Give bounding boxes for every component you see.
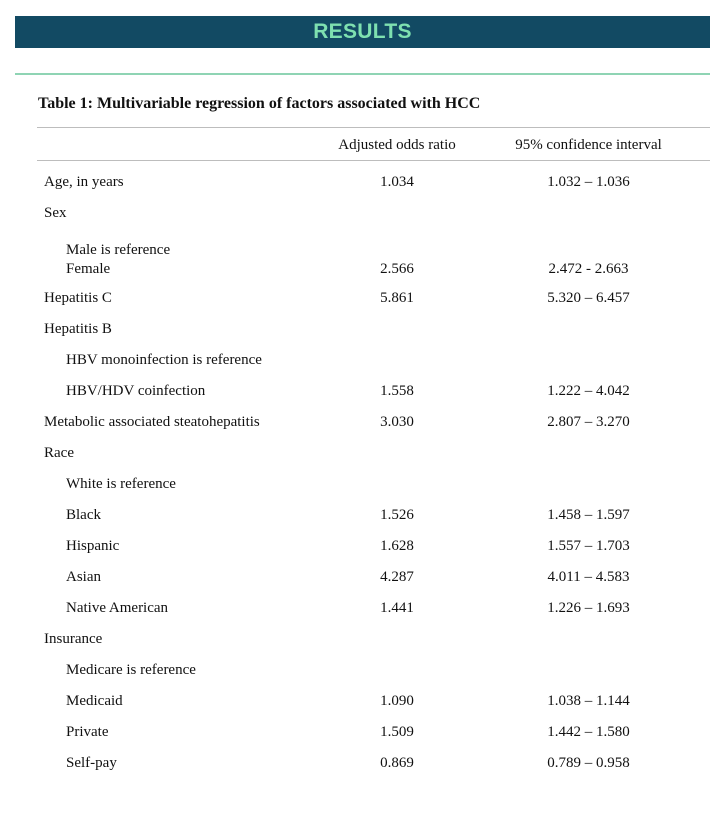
row-label: Metabolic associated steatohepatitis [44, 414, 260, 430]
row-ci: 2.472 - 2.663 [548, 261, 629, 277]
table-row [37, 198, 710, 229]
table-row [37, 717, 710, 748]
row-ci: 1.038 – 1.144 [547, 693, 630, 709]
row-odds-ratio [327, 314, 467, 345]
row-odds-ratio [327, 198, 467, 229]
row-label: Medicare is reference [66, 662, 196, 678]
row-odds-ratio: 1.034 [380, 174, 414, 190]
table-row [37, 407, 710, 438]
row-ci: 0.789 – 0.958 [547, 755, 630, 771]
row-odds-ratio: 1.509 [380, 724, 414, 740]
row-odds-ratio: 0.869 [380, 755, 414, 771]
row-reference-label: Male is reference [66, 242, 171, 258]
row-label: Black [66, 507, 101, 523]
table-row [37, 376, 710, 407]
section-divider [15, 73, 710, 75]
banner-title: RESULTS [313, 20, 412, 43]
row-odds-ratio [327, 624, 467, 655]
row-ci: 5.320 – 6.457 [547, 290, 630, 306]
row-odds-ratio [327, 345, 467, 376]
table-body [37, 161, 710, 780]
row-ci: 4.011 – 4.583 [547, 569, 630, 585]
header-confidence-interval: 95% confidence interval [467, 128, 710, 161]
row-ci [467, 624, 710, 655]
row-odds-ratio: 4.287 [380, 569, 414, 585]
row-odds-ratio: 1.628 [380, 538, 414, 554]
row-label [37, 229, 327, 283]
table-row [37, 229, 710, 283]
row-label: Private [66, 724, 109, 740]
row-label: Race [44, 445, 74, 461]
row-label: Asian [66, 569, 101, 585]
row-ci: 1.442 – 1.580 [547, 724, 630, 740]
row-ci [467, 438, 710, 469]
row-label: HBV monoinfection is reference [66, 352, 262, 368]
row-ci: 1.226 – 1.693 [547, 600, 630, 616]
results-banner [15, 16, 710, 48]
table-row [37, 562, 710, 593]
row-label: Native American [66, 600, 169, 616]
header-factor [37, 128, 327, 161]
table-row [37, 500, 710, 531]
row-odds-ratio [327, 438, 467, 469]
row-label: HBV/HDV coinfection [66, 383, 206, 399]
row-ci [467, 198, 710, 229]
table-row [37, 314, 710, 345]
row-odds-ratio: 1.441 [380, 600, 414, 616]
row-odds-ratio: 1.526 [380, 507, 414, 523]
row-ci: 2.807 – 3.270 [547, 414, 630, 430]
table-row [37, 686, 710, 717]
header-odds-ratio: Adjusted odds ratio [327, 128, 467, 161]
row-label: Self-pay [66, 755, 117, 771]
regression-table [37, 127, 710, 779]
row-label: White is reference [66, 476, 176, 492]
table-row [37, 438, 710, 469]
table-row [37, 161, 710, 199]
row-label: Medicaid [66, 693, 123, 709]
row-label: Age, in years [44, 174, 124, 190]
row-ci: 1.458 – 1.597 [547, 507, 630, 523]
table-row [37, 748, 710, 779]
row-label: Hepatitis C [44, 290, 112, 306]
row-label: Sex [44, 205, 67, 221]
row-sublabel: Female [66, 261, 111, 277]
row-ci [467, 469, 710, 500]
row-odds-ratio: 2.566 [380, 261, 414, 277]
row-odds-ratio [327, 655, 467, 686]
row-odds-ratio: 5.861 [380, 290, 414, 306]
row-label: Insurance [44, 631, 103, 647]
row-label: Hispanic [66, 538, 120, 554]
table-header [37, 128, 710, 161]
row-ci [467, 655, 710, 686]
row-ci [467, 345, 710, 376]
row-ci: 1.222 – 4.042 [547, 383, 630, 399]
row-odds-ratio: 1.558 [380, 383, 414, 399]
row-odds-ratio: 3.030 [380, 414, 414, 430]
table-row [37, 283, 710, 314]
header-row [37, 128, 710, 161]
table-row [37, 593, 710, 624]
row-label: Hepatitis B [44, 321, 112, 337]
table-row [37, 345, 710, 376]
row-ci [467, 314, 710, 345]
row-ci: 1.557 – 1.703 [547, 538, 630, 554]
row-odds-ratio: 1.090 [380, 693, 414, 709]
table-row [37, 531, 710, 562]
table-row [37, 624, 710, 655]
table-row [37, 655, 710, 686]
table-row [37, 469, 710, 500]
table-title: Table 1: Multivariable regression of factors associated with HCC [38, 95, 481, 112]
table [37, 127, 710, 779]
row-ci: 1.032 – 1.036 [547, 174, 630, 190]
row-odds-ratio [327, 469, 467, 500]
